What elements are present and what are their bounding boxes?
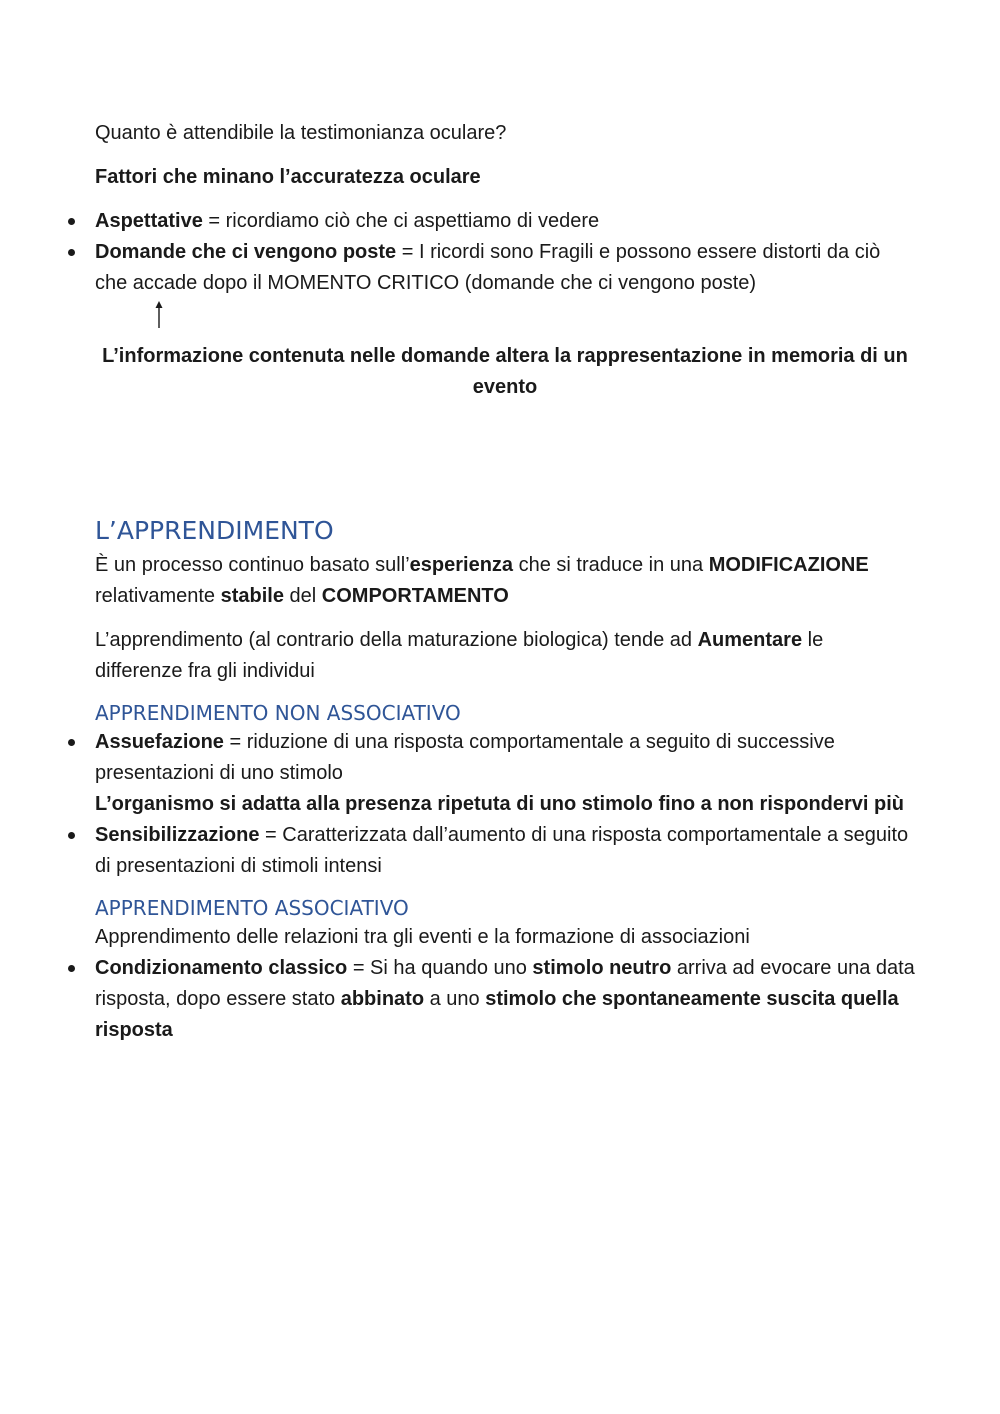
section-heading: L’APPRENDIMENTO — [95, 516, 334, 545]
list-item: Aspettative = ricordiamo ciò che ci aspettiamo di vedere — [95, 206, 915, 237]
associative-intro: Apprendimento delle relazioni tra gli eventi e la formazione di associazioni — [95, 926, 750, 948]
subsection-heading-associative: APPRENDIMENTO ASSOCIATIVO — [95, 896, 409, 920]
associative-list — [95, 953, 915, 1046]
conclusion-line: L’informazione contenuta nelle domande altera la rappresentazione in memoria di un evento — [102, 345, 908, 398]
non-associative-list — [95, 727, 915, 882]
habituation-note: L’organismo si adatta alla presenza ripetuta di uno stimolo fino a non rispondervi più — [95, 793, 905, 815]
list-item: Sensibilizzazione = Caratterizzata dall’aumento di una risposta comportamentale a seguito di presentazioni di stimoli intensi — [95, 820, 915, 882]
subsection-heading-non-associative: APPRENDIMENTO NON ASSOCIATIVO — [95, 701, 461, 725]
difference-paragraph: L’apprendimento (al contrario della maturazione biologica) tende ad Aumentare le differenze fra gli individui — [95, 629, 824, 682]
factors-list — [95, 206, 915, 299]
question-line: Quanto è attendibile la testimonianza oculare? — [95, 122, 507, 144]
list-item: Condizionamento classico = Si ha quando uno stimolo neutro arriva ad evocare una data risposta, dopo essere stato abbinato a uno stimolo che spontaneamente suscita quella risposta — [95, 953, 915, 1046]
factors-title: Fattori che minano l’accuratezza oculare — [95, 166, 481, 188]
document-body — [95, 118, 915, 1046]
definition-paragraph: È un processo continuo basato sull’esperienza che si traduce in una MODIFICAZIONE relativamente stabile del COMPORTAMENTO — [95, 554, 869, 607]
factor-term: Domande che ci vengono poste — [95, 241, 397, 263]
list-item: Assuefazione = riduzione di una risposta comportamentale a seguito di successive presentazioni di uno stimolo L’organismo si adatta alla presenza ripetuta di uno stimolo fino a non rispondervi più — [95, 727, 915, 820]
list-item: Domande che ci vengono poste = I ricordi sono Fragili e possono essere distorti da ciò che accade dopo il MOMENTO CRITICO (domande che ci vengono poste) — [95, 237, 915, 299]
factor-term: Aspettative — [95, 210, 203, 232]
arrow-up-icon — [153, 301, 165, 329]
